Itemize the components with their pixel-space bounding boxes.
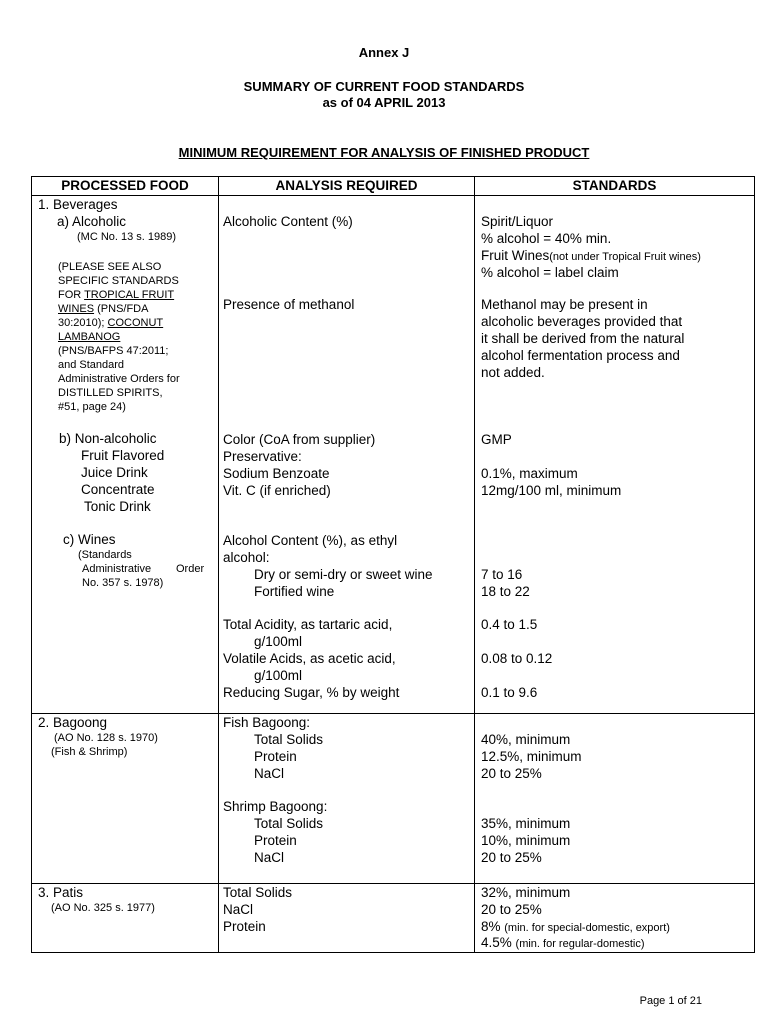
food-cell — [32, 196, 219, 714]
food-name: 1. Beverages — [38, 197, 118, 212]
document-date: as of 04 APRIL 2013 — [322, 95, 446, 110]
note-line: SPECIFIC STANDARDS — [58, 275, 179, 287]
note-line: (PNS/BAFPS 47:2011; — [58, 345, 169, 357]
analysis-item: g/100ml — [254, 634, 303, 649]
analysis-cell — [219, 714, 475, 884]
regulation-ref: (MC No. 13 s. 1989) — [77, 231, 177, 243]
regulation-ref: (AO No. 128 s. 1970) — [54, 732, 158, 744]
standard-item: 12mg/100 ml, minimum — [481, 483, 622, 498]
analysis-item: Presence of methanol — [223, 297, 355, 312]
standard-item: Fruit Wines(not under Tropical Fruit wines) — [481, 248, 701, 263]
regulation-ref: No. 357 s. 1978) — [82, 577, 164, 589]
standard-item: 12.5%, minimum — [481, 749, 582, 764]
standard-item: 0.1%, maximum — [481, 466, 578, 481]
table-header-row — [32, 177, 755, 196]
standard-item: 7 to 16 — [481, 567, 523, 582]
analysis-item: Shrimp Bagoong: — [223, 799, 328, 814]
food-item: Fruit Flavored — [81, 448, 165, 463]
analysis-item: NaCl — [254, 850, 285, 865]
standard-item: Spirit/Liquor — [481, 214, 554, 229]
food-subtype: b) Non-alcoholic — [59, 431, 157, 446]
standard-item: 10%, minimum — [481, 833, 571, 848]
analysis-item: Total Acidity, as tartaric acid, — [223, 617, 393, 632]
standard-item: alcoholic beverages provided that — [481, 314, 683, 329]
food-item: Tonic Drink — [84, 499, 151, 514]
standard-item: 0.1 to 9.6 — [481, 685, 538, 700]
analysis-item: Vit. C (if enriched) — [223, 483, 331, 498]
standard-item: % alcohol = 40% min. — [481, 231, 612, 246]
column-header-food: PROCESSED FOOD — [32, 177, 219, 196]
food-item: Concentrate — [81, 482, 155, 497]
analysis-item: Total Solids — [254, 732, 324, 747]
note-line: FOR TROPICAL FRUIT — [58, 289, 175, 301]
regulation-ref: (Standards — [78, 549, 132, 561]
food-subtype: a) Alcoholic — [57, 214, 127, 229]
note-line: Administrative Orders for — [58, 373, 180, 385]
analysis-item: Alcoholic Content (%) — [223, 214, 353, 229]
standard-item: GMP — [481, 432, 512, 447]
analysis-item: Reducing Sugar, % by weight — [223, 685, 400, 700]
food-name: 2. Bagoong — [38, 715, 108, 730]
standards-cell — [475, 196, 755, 714]
section-title: MINIMUM REQUIREMENT FOR ANALYSIS OF FINISHED PRODUCT — [178, 145, 590, 160]
table-row — [32, 196, 755, 714]
analysis-item: NaCl — [254, 766, 285, 781]
standard-item: alcohol fermentation process and — [481, 348, 680, 363]
analysis-item: Total Solids — [254, 816, 324, 831]
analysis-item: Alcohol Content (%), as ethyl — [223, 533, 398, 548]
analysis-item: Protein — [254, 749, 297, 764]
analysis-cell — [219, 884, 475, 953]
standards-cell — [475, 884, 755, 953]
standard-item: 0.08 to 0.12 — [481, 651, 553, 666]
analysis-item: g/100ml — [254, 668, 303, 683]
standard-item: 20 to 25% — [481, 850, 542, 865]
note-line: (PLEASE SEE ALSO — [58, 261, 162, 273]
regulation-ref: Administrative — [82, 563, 152, 575]
standard-item: 0.4 to 1.5 — [481, 617, 538, 632]
standard-item: 18 to 22 — [481, 584, 530, 599]
food-subtype: c) Wines — [63, 532, 116, 547]
standards-table — [31, 176, 755, 953]
analysis-item: Protein — [223, 919, 266, 934]
analysis-item: Preservative: — [223, 449, 302, 464]
standard-item: 8% (min. for special-domestic, export) — [481, 919, 670, 934]
regulation-ref: (AO No. 325 s. 1977) — [51, 902, 155, 914]
analysis-item: Color (CoA from supplier) — [223, 432, 376, 447]
analysis-item: Sodium Benzoate — [223, 466, 330, 481]
standards-cell — [475, 714, 755, 884]
analysis-cell — [219, 196, 475, 714]
standard-item: 20 to 25% — [481, 766, 542, 781]
analysis-item: Volatile Acids, as acetic acid, — [223, 651, 396, 666]
food-note: (Fish & Shrimp) — [51, 746, 128, 758]
analysis-item: Total Solids — [223, 885, 293, 900]
table-row — [32, 884, 755, 953]
note-line: DISTILLED SPIRITS, — [58, 387, 163, 399]
food-cell — [32, 714, 219, 884]
standard-item: % alcohol = label claim — [481, 265, 619, 280]
analysis-item: Protein — [254, 833, 297, 848]
standard-item: not added. — [481, 365, 545, 380]
page-number: Page 1 of 21 — [639, 995, 702, 1007]
food-cell — [32, 884, 219, 953]
standard-item: 35%, minimum — [481, 816, 571, 831]
annex-label: Annex J — [358, 45, 410, 60]
note-line: #51, page 24) — [58, 401, 126, 413]
analysis-item: alcohol: — [223, 550, 270, 565]
note-line: WINES (PNS/FDA — [58, 303, 149, 315]
standard-item: 40%, minimum — [481, 732, 571, 747]
analysis-item: Fish Bagoong: — [223, 715, 311, 730]
note-line: and Standard — [58, 359, 125, 371]
standard-item: 20 to 25% — [481, 902, 542, 917]
standard-item: 4.5% (min. for regular-domestic) — [481, 935, 645, 950]
table-row — [32, 714, 755, 884]
analysis-item: Fortified wine — [254, 584, 335, 599]
food-name: 3. Patis — [38, 885, 84, 900]
column-header-standards: STANDARDS — [475, 177, 755, 196]
column-header-analysis: ANALYSIS REQUIRED — [219, 177, 475, 196]
standard-item: Methanol may be present in — [481, 297, 648, 312]
note-line: LAMBANOG — [58, 331, 121, 343]
note-line: 30:2010); COCONUT — [58, 317, 164, 329]
analysis-item: Dry or semi-dry or sweet wine — [254, 567, 433, 582]
document-title: SUMMARY OF CURRENT FOOD STANDARDS — [243, 79, 525, 94]
standard-item: it shall be derived from the natural — [481, 331, 685, 346]
regulation-ref: Order — [176, 563, 205, 575]
analysis-item: NaCl — [223, 902, 254, 917]
standard-item: 32%, minimum — [481, 885, 571, 900]
food-item: Juice Drink — [81, 465, 148, 480]
